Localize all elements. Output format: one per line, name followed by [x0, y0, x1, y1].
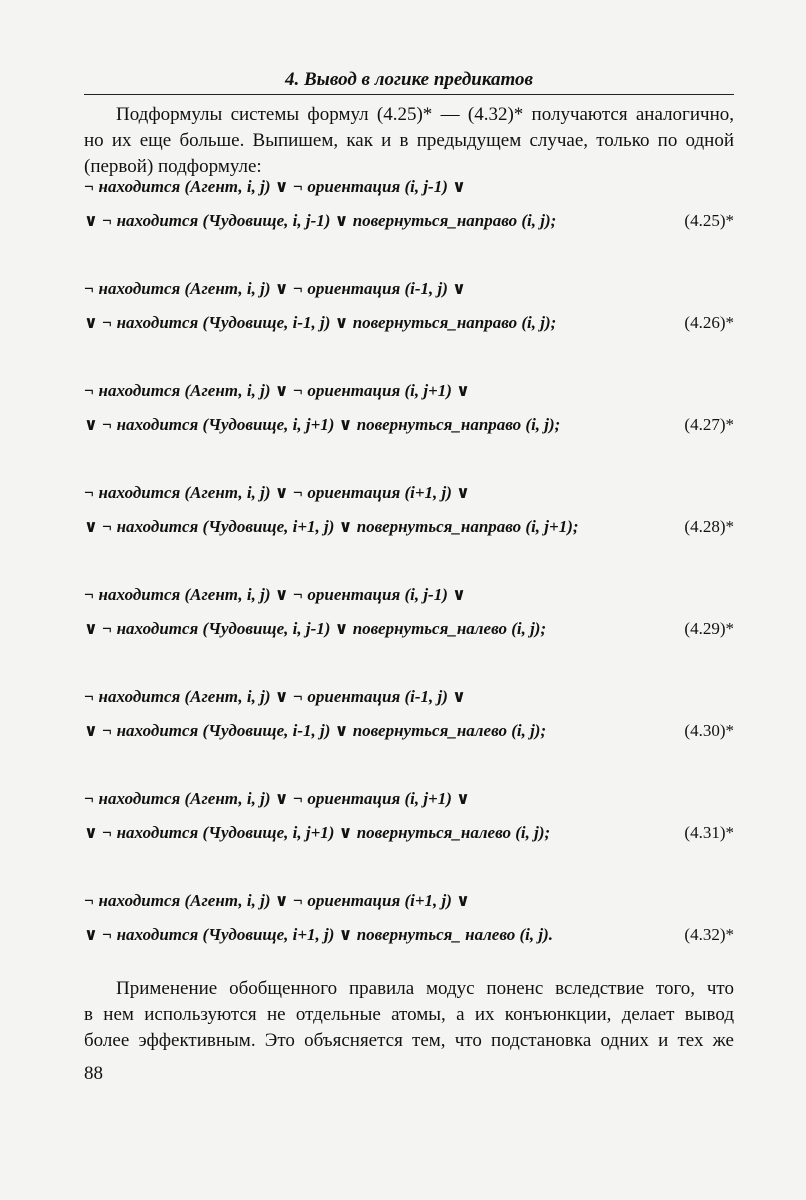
- formula-expression: ¬ находится (Агент, i, j) ∨ ¬ ориентация (i, j+1) ∨: [84, 381, 470, 400]
- formula-line-2: [84, 718, 734, 744]
- formula-line-1: [84, 582, 734, 608]
- formula-line-1: [84, 888, 734, 914]
- formula-expression: ∨ ¬ находится (Чудовище, i+1, j) ∨ повернуться_ налево (i, j).: [84, 925, 553, 944]
- formula-expression: ¬ находится (Агент, i, j) ∨ ¬ ориентация (i-1, j) ∨: [84, 279, 466, 298]
- formula-line-2: [84, 922, 734, 948]
- formula-expression: ∨ ¬ находится (Чудовище, i+1, j) ∨ повернуться_направо (i, j+1);: [84, 517, 579, 536]
- formula-expression: ∨ ¬ находится (Чудовище, i, j-1) ∨ повернуться_налево (i, j);: [84, 619, 547, 638]
- equation-number: (4.32)*: [684, 925, 734, 944]
- formula-expression: ¬ находится (Агент, i, j) ∨ ¬ ориентация (i, j-1) ∨: [84, 177, 466, 196]
- formula-expression: ¬ находится (Агент, i, j) ∨ ¬ ориентация (i+1, j) ∨: [84, 483, 470, 502]
- header-rule: [84, 94, 734, 95]
- formula-expression: ¬ находится (Агент, i, j) ∨ ¬ ориентация (i+1, j) ∨: [84, 891, 470, 910]
- formula-expression: ∨ ¬ находится (Чудовище, i, j+1) ∨ повернуться_налево (i, j);: [84, 823, 551, 842]
- formula-line-2: [84, 820, 734, 846]
- intro-line: но их еще больше. Выпишем, как и в предыдущем случае, только по одной: [84, 130, 734, 151]
- equation-number: (4.31)*: [684, 823, 734, 842]
- formula-expression: ∨ ¬ находится (Чудовище, i, j-1) ∨ повернуться_направо (i, j);: [84, 211, 557, 230]
- formula-expression: ∨ ¬ находится (Чудовище, i-1, j) ∨ повернуться_налево (i, j);: [84, 721, 547, 740]
- page-number: 88: [84, 1063, 103, 1084]
- formula-expression: ∨ ¬ находится (Чудовище, i-1, j) ∨ повернуться_направо (i, j);: [84, 313, 557, 332]
- formula-line-1: [84, 684, 734, 710]
- formula-line-1: [84, 786, 734, 812]
- equation-number: (4.26)*: [684, 313, 734, 332]
- formula-expression: ¬ находится (Агент, i, j) ∨ ¬ ориентация (i-1, j) ∨: [84, 687, 466, 706]
- closing-line: Применение обобщенного правила модус поненс вследствие того, что: [116, 978, 734, 999]
- equation-number: (4.29)*: [684, 619, 734, 638]
- formula-line-2: [84, 412, 734, 438]
- formula-expression: ¬ находится (Агент, i, j) ∨ ¬ ориентация (i, j+1) ∨: [84, 789, 470, 808]
- formula-line-1: [84, 276, 734, 302]
- equation-number: (4.27)*: [684, 415, 734, 434]
- closing-line: более эффективным. Это объясняется тем, что подстановка одних и тех же: [84, 1030, 734, 1051]
- closing-line: в нем используются не отдельные атомы, а их конъюнкции, делает вывод: [84, 1004, 734, 1025]
- formula-line-2: [84, 514, 734, 540]
- formula-expression: ¬ находится (Агент, i, j) ∨ ¬ ориентация (i, j-1) ∨: [84, 585, 466, 604]
- formula-line-1: [84, 174, 734, 200]
- running-title: 4. Вывод в логике предикатов: [284, 69, 534, 90]
- formula-expression: ∨ ¬ находится (Чудовище, i, j+1) ∨ повернуться_направо (i, j);: [84, 415, 561, 434]
- formula-line-1: [84, 378, 734, 404]
- formula-line-1: [84, 480, 734, 506]
- formula-line-2: [84, 310, 734, 336]
- intro-line: Подформулы системы формул (4.25)* — (4.32)* получаются аналогично,: [116, 104, 734, 125]
- closing-paragraph: [84, 976, 734, 1054]
- equation-number: (4.30)*: [684, 721, 734, 740]
- equation-number: (4.28)*: [684, 517, 734, 536]
- formula-line-2: [84, 208, 734, 234]
- intro-line: (первой) подформуле:: [84, 156, 262, 177]
- formula-line-2: [84, 616, 734, 642]
- equation-number: (4.25)*: [684, 211, 734, 230]
- intro-paragraph: [84, 102, 734, 180]
